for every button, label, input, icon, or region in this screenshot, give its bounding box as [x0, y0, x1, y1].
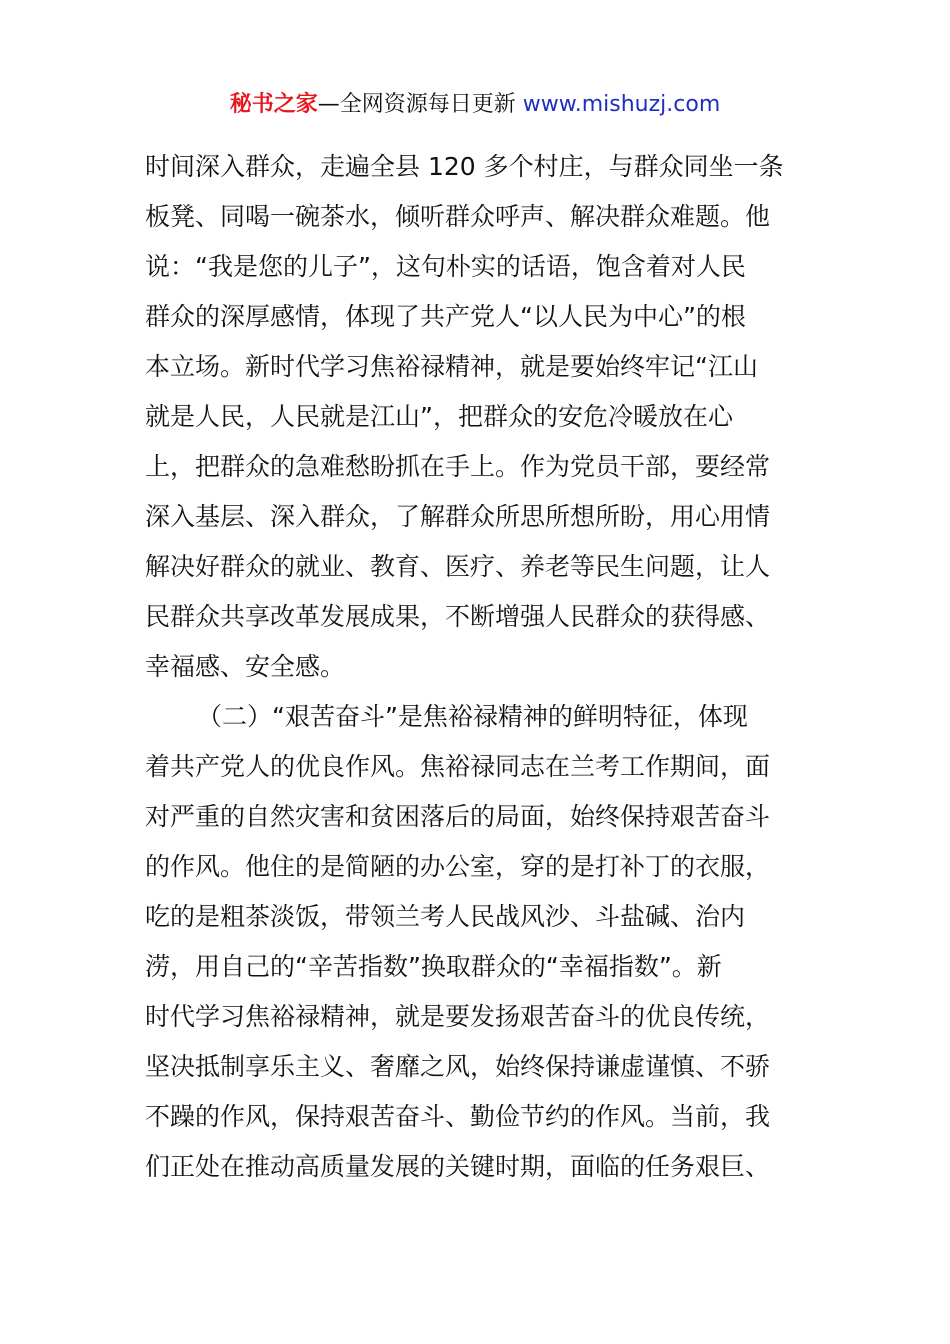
text-line: 就是人民，人民就是江山”，把群众的安危冷暖放在心	[145, 402, 733, 431]
text-line: 深入基层、深入群众，了解群众所思所想所盼，用心用情	[145, 502, 771, 531]
header-tagline: —全网资源每日更新	[317, 92, 523, 117]
text-line: 本立场。新时代学习焦裕禄精神，就是要始终牢记“江山	[145, 352, 758, 381]
text-line: 们正处在推动高质量发展的关键时期，面临的任务艰巨、	[145, 1152, 771, 1181]
text-line: 说：“我是您的儿子”，这句朴实的话语，饱含着对人民	[145, 252, 746, 281]
document-body	[145, 142, 810, 1192]
text-line: 时间深入群众，走遍全县 120 多个村庄，与群众同坐一条	[145, 152, 784, 181]
brand-name: 秘书之家	[229, 92, 318, 117]
text-line: 不躁的作风，保持艰苦奋斗、勤俭节约的作风。当前，我	[145, 1102, 771, 1131]
text-line: 板凳、同喝一碗茶水，倾听群众呼声、解决群众难题。他	[145, 202, 771, 231]
text-line: 吃的是粗茶淡饭，带领兰考人民战风沙、斗盐碱、治内	[145, 902, 746, 931]
page-header	[0, 88, 950, 122]
text-line: 群众的深厚感情，体现了共产党人“以人民为中心”的根	[145, 302, 746, 331]
text-line: 的作风。他住的是简陋的办公室，穿的是打补丁的衣服，	[145, 852, 771, 881]
text-line: 着共产党人的优良作风。焦裕禄同志在兰考工作期间，面	[145, 752, 771, 781]
text-line: 时代学习焦裕禄精神，就是要发扬艰苦奋斗的优良传统，	[145, 1002, 771, 1031]
text-line: 涝，用自己的“辛苦指数”换取群众的“幸福指数”。新	[145, 952, 722, 981]
text-line: 坚决抵制享乐主义、奢靡之风，始终保持谦虚谨慎、不骄	[145, 1052, 771, 1081]
text-line: 幸福感、安全感。	[145, 652, 346, 681]
text-line: 上，把群众的急难愁盼抓在手上。作为党员干部，要经常	[145, 452, 771, 481]
site-url-link[interactable]: www.mishuzj.com	[522, 92, 721, 117]
section-heading-line: （二）“艰苦奋斗”是焦裕禄精神的鲜明特征，体现	[197, 702, 748, 731]
text-line: 对严重的自然灾害和贫困落后的局面，始终保持艰苦奋斗	[145, 802, 771, 831]
text-line: 民群众共享改革发展成果，不断增强人民群众的获得感、	[145, 602, 771, 631]
text-line: 解决好群众的就业、教育、医疗、养老等民生问题，让人	[145, 552, 771, 581]
